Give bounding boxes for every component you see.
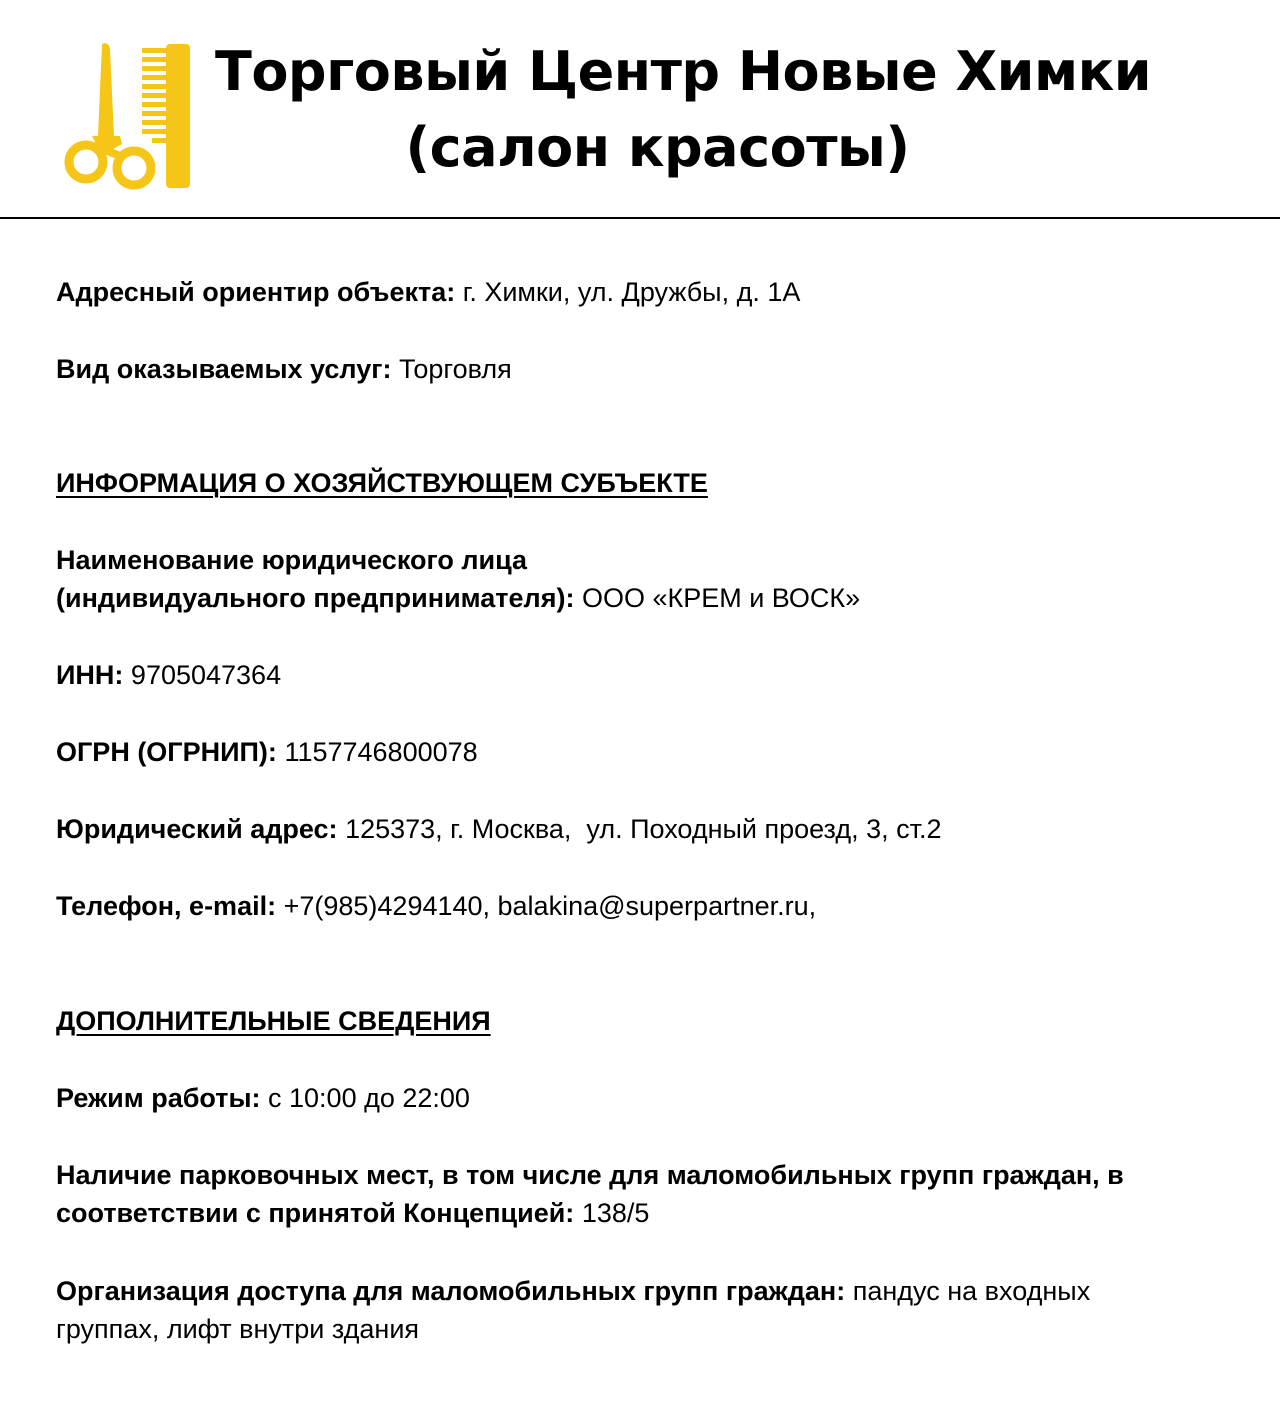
hours-row	[56, 1079, 1236, 1117]
title-line-1: Торговый Центр Новые Химки	[215, 40, 1152, 103]
access-row	[56, 1272, 1236, 1348]
contact-label: Телефон, e-mail:	[56, 891, 277, 921]
page-title	[215, 34, 1152, 186]
parking-row	[56, 1156, 1236, 1232]
services-value: Торговля	[398, 354, 512, 384]
legal-address-row	[56, 810, 1236, 848]
contact-row	[56, 887, 1236, 925]
additional-section-heading: ДОПОЛНИТЕЛЬНЫЕ СВЕДЕНИЯ	[56, 1006, 491, 1036]
inn-row	[56, 656, 1236, 694]
parking-label-line-2-wrap	[56, 1194, 1236, 1232]
legal-address-label: Юридический адрес:	[56, 814, 338, 844]
legal-address-value: 125373, г. Москва, ул. Походный проезд, 3, ст.2	[345, 814, 942, 844]
entity-name-value: ООО «КРЕМ и ВОСК»	[581, 583, 861, 613]
services-label: Вид оказываемых услуг:	[56, 354, 392, 384]
contact-value: +7(985)4294140, balakina@superpartner.ru,	[283, 891, 817, 921]
address-row	[56, 273, 1236, 311]
ogrn-label: ОГРН (ОГРНИП):	[56, 737, 277, 767]
parking-value: 138/5	[581, 1198, 650, 1228]
access-value-line-2: группах, лифт внутри здания	[56, 1314, 420, 1344]
document-header	[0, 0, 1280, 219]
entity-name-label-line-2: (индивидуального предпринимателя):	[56, 583, 575, 613]
parking-label-line-1: Наличие парковочных мест, в том числе для маломобильных групп граждан, в	[56, 1160, 1124, 1190]
entity-name-row	[56, 541, 1236, 617]
entity-name-label-line-2-wrap	[56, 579, 1236, 617]
entity-name-label-line-1: Наименование юридического лица	[56, 545, 528, 575]
hours-label: Режим работы:	[56, 1083, 261, 1113]
access-line-1	[56, 1272, 1236, 1310]
title-line-2: (салон красоты)	[405, 116, 910, 179]
address-value: г. Химки, ул. Дружбы, д. 1А	[462, 277, 801, 307]
services-row	[56, 350, 1236, 388]
ogrn-row	[56, 733, 1236, 771]
address-label: Адресный ориентир объекта:	[56, 277, 456, 307]
access-value-line-1: пандус на входных	[852, 1276, 1091, 1306]
comb-and-scissors-icon	[62, 40, 198, 192]
inn-value: 9705047364	[130, 660, 282, 690]
access-label: Организация доступа для маломобильных групп граждан:	[56, 1276, 846, 1306]
ogrn-value: 1157746800078	[284, 737, 478, 767]
hours-value: с 10:00 до 22:00	[268, 1083, 470, 1113]
parking-label-line-2: соответствии с принятой Концепцией:	[56, 1198, 575, 1228]
inn-label: ИНН:	[56, 660, 124, 690]
entity-section-heading: ИНФОРМАЦИЯ О ХОЗЯЙСТВУЮЩЕМ СУБЪЕКТЕ	[56, 468, 708, 498]
